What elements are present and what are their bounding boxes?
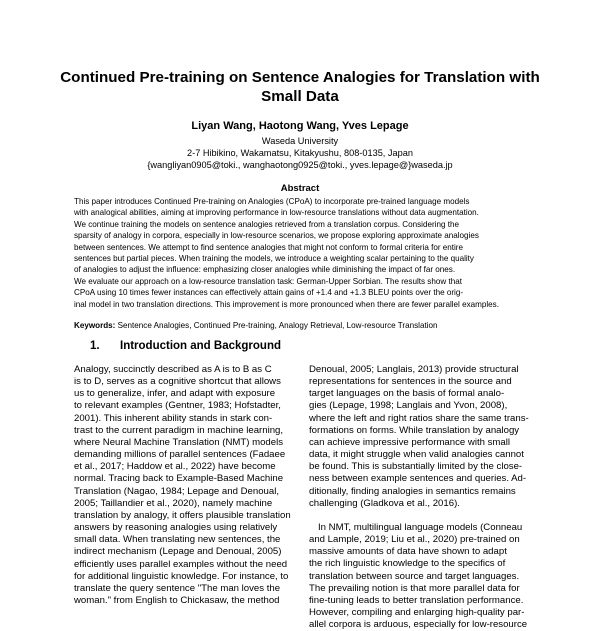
- abstract-line: of analogies to adjust the influence: emphasizing closer analogies while diminishing the impact of far ones.: [74, 265, 456, 275]
- body-line: challenging (Gladkova et al., 2016).: [309, 497, 460, 509]
- abstract-body: [74, 196, 527, 310]
- right-column: [309, 364, 531, 631]
- body-line: ditionally, finding analogies in semantics remains: [309, 485, 516, 497]
- left-column: [74, 364, 296, 607]
- abstract-line: We evaluate our approach on a low-resource translation task: German-Upper Sorbian. The results show that: [74, 276, 462, 286]
- body-line: and Lample, 2019; Liu et al., 2020) pre-trained on: [309, 534, 520, 546]
- body-line: et al., 2017; Haddow et al., 2022) have become: [74, 461, 276, 473]
- body-line: translation by analogy, it offers plausible translation: [74, 509, 291, 521]
- abstract-line: This paper introduces Continued Pre-training on Analogies (CPoA) to incorporate pre-trained language models: [74, 197, 470, 206]
- body-line: where Neural Machine Translation (NMT) models: [74, 436, 284, 448]
- abstract-line: sentences but partial pieces. When training the models, we introduce a weighting scalar pertaining to the quality: [74, 254, 474, 264]
- body-line: target languages on the basis of formal analo-: [309, 388, 505, 400]
- body-line: Analogy, succinctly described as A is to B as C: [74, 364, 272, 375]
- keywords: [74, 320, 527, 331]
- body-line: for additional linguistic knowledge. For instance, to: [74, 570, 289, 582]
- body-line: the rich linguistic knowledge to the specifics of: [309, 558, 506, 570]
- section-heading: [74, 340, 300, 352]
- abstract-line: inal model in two translation directions. This improvement is more pronounced when there are fewer parallel examples.: [74, 299, 499, 309]
- body-line: efficiently uses parallel examples without the need: [74, 558, 288, 570]
- body-line: answers by reasoning analogies using relatively: [74, 522, 278, 534]
- title-line-1: Continued Pre-training on Sentence Analogies for Translation with: [60, 69, 540, 86]
- body-line: trast to the current paradigm in machine learning,: [74, 424, 284, 436]
- body-line: However, compiling and enlarging high-quality par-: [309, 606, 525, 618]
- body-line: is to D, serves as a cognitive shortcut that allows: [74, 376, 281, 388]
- body-line: translation between source and target languages.: [309, 570, 520, 582]
- body-line: fine-tuning leads to better translation performance.: [309, 594, 524, 606]
- body-line: 2001). This inherent ability stands in stark con-: [74, 412, 273, 424]
- body-line: translate the query sentence "The man loves the: [74, 582, 281, 594]
- section-number: 1.: [90, 340, 100, 352]
- body-line: woman." from English to Chickasaw, the method: [74, 594, 280, 606]
- body-line: Denoual, 2005; Langlais, 2013) provide structural: [309, 364, 519, 375]
- body-line: 2005; Taillandier et al., 2020), namely machine: [74, 497, 273, 509]
- body-line: massive amounts of data have shown to adapt: [309, 546, 507, 558]
- body-line: gies (Lepage, 1998; Langlais and Yvon, 2008),: [309, 400, 508, 412]
- body-line: small data. When translating new sentences, the: [74, 534, 281, 546]
- body-line: can achieve impressive performance with small: [309, 436, 511, 448]
- body-line: indirect mechanism (Lepage and Denoual, 2005): [74, 546, 282, 558]
- abstract-line: with analogical abilities, aiming at improving performance in low-resource translations without data augmentation.: [74, 208, 479, 218]
- body-line: to relevant examples (Gentner, 1983; Hofstadter,: [74, 400, 281, 412]
- body-line: demanding millions of parallel sentences (Fadaee: [74, 449, 286, 461]
- affiliation: Waseda University: [261, 136, 339, 146]
- title-line-2: Small Data: [261, 88, 339, 105]
- abstract-line: We continue training the models on sentence analogies retrieved from a translation corpus. Considering the: [74, 219, 459, 229]
- abstract-line: between sentences. We attempt to find sentence analogies that might not conform to formal criteria for entire: [74, 242, 464, 252]
- body-line: normal. Tracing back to Example-Based Machine: [74, 473, 284, 485]
- abstract-line: CPoA using 10 times fewer instances can effectively attain gains of +1.4 and +1.3 BLEU points over the orig-: [74, 288, 464, 298]
- keywords-list: Sentence Analogies, Continued Pre-training, Analogy Retrieval, Low-resource Translation: [117, 321, 438, 330]
- author-list: Liyan Wang, Haotong Wang, Yves Lepage: [191, 120, 409, 132]
- body-line: us to generalize, infer, and adapt with exposure: [74, 388, 276, 400]
- body-line: data, it might struggle when valid analogies cannot: [309, 449, 524, 461]
- paper-title: [60, 68, 540, 106]
- address: 2-7 Hibikino, Wakamatsu, Kitakyushu, 808-0135, Japan: [187, 148, 413, 158]
- body-line: The prevailing notion is that more parallel data for: [309, 582, 520, 594]
- body-line: formations on forms. While translation by analogy: [309, 424, 520, 436]
- keywords-label: Keywords:: [74, 321, 116, 330]
- email-addresses: {wangliyan0905@toki., wanghaotong0925@toki., yves.lepage@}waseda.jp: [147, 160, 453, 170]
- paragraph-gap: [309, 510, 531, 522]
- body-line: In NMT, multilingual language models (Conneau: [318, 521, 523, 533]
- body-line: ness between example sentences and queries. Ad-: [309, 473, 527, 485]
- section-title: Introduction and Background: [120, 340, 281, 352]
- body-line: allel corpora is arduous, especially for low-resource: [309, 619, 528, 631]
- abstract-heading: Abstract: [280, 183, 320, 194]
- body-line: Translation (Nagao, 1984; Lepage and Denoual,: [74, 485, 279, 497]
- body-line: representations for sentences in the source and: [309, 376, 512, 388]
- body-line: be found. This is substantially limited by the close-: [309, 461, 523, 473]
- abstract-line: sparsity of analogy in corpora, especially in low-resource scenarios, we propose exploring approximate analogies: [74, 231, 479, 241]
- body-line: where the left and right ratios share the same trans-: [309, 412, 529, 424]
